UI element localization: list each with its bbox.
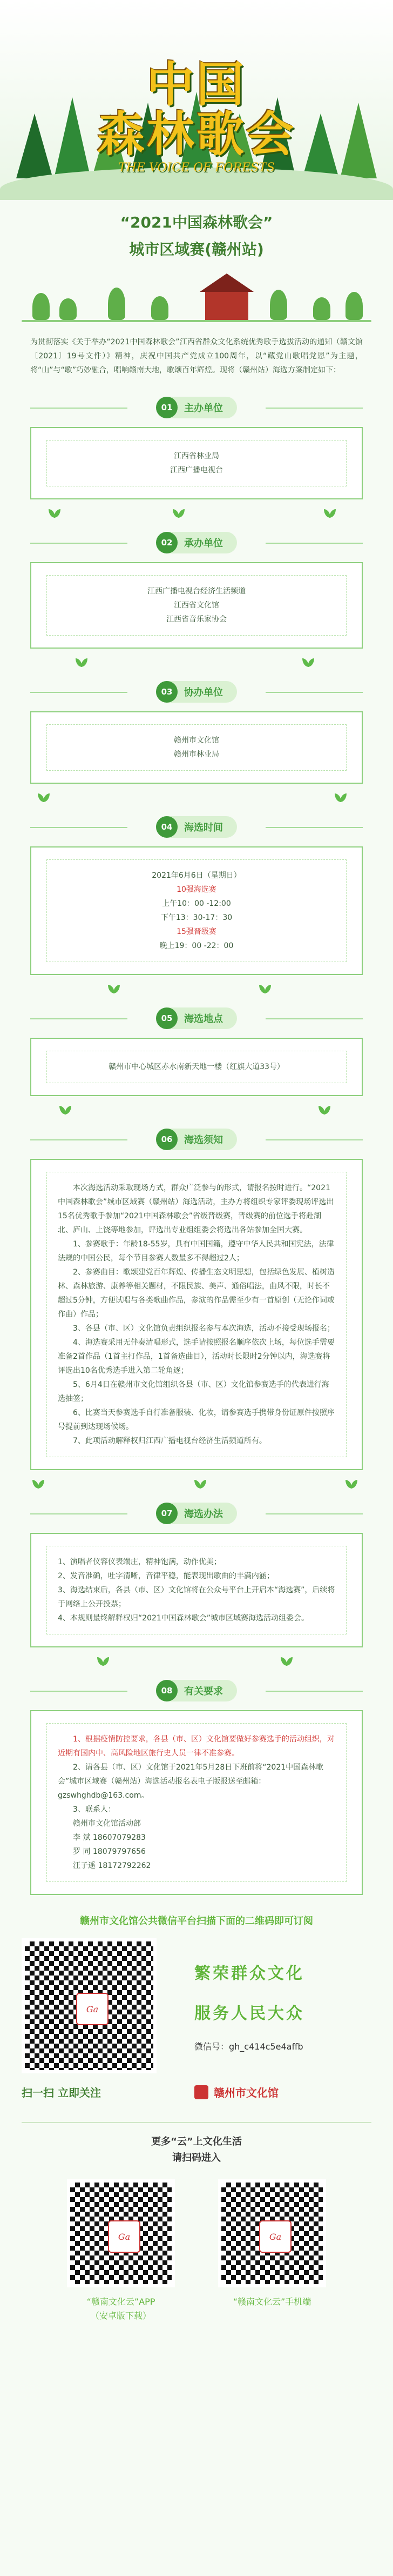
section-line [30,1018,127,1019]
sprout-icon [173,509,185,522]
org-line: 江西省音乐家协会 [166,615,227,624]
section-undertaker [0,532,393,649]
slogan-2: 服务人民大众 [194,2004,304,2023]
event-place: 赣州市中心城区赤水南新天地一楼（红旗大道33号） [109,1063,284,1071]
wechat-id: 微信号：gh_c414c5e4affb [194,2041,303,2052]
section-heading [156,1129,237,1150]
sprout-decoration [0,649,393,681]
notice-paragraph: 7、此项活动解释权归江西广播电视台经济生活频道所有。 [73,1437,267,1445]
section-method [0,1503,393,1647]
section-line [266,1513,363,1514]
section-heading [156,1680,237,1701]
sprout-icon [59,1106,71,1119]
contact-line: 汪子遥 18172792262 [73,1861,151,1870]
section-number: 07 [156,1503,178,1524]
bush-icon [270,290,287,320]
section-number: 02 [156,532,178,553]
section-line [30,1691,127,1692]
bush-icon [32,293,50,320]
section-number: 01 [156,397,178,418]
sprout-icon [32,1480,44,1493]
section-line [266,543,363,544]
bush-icon [108,288,125,320]
sprout-icon [38,793,50,806]
section-location [0,1007,393,1096]
app-qr-code[interactable] [67,2179,175,2287]
village-decoration [0,270,393,330]
section-time [0,816,393,975]
round-1-name: 10强海选赛 [177,885,216,894]
contact-line: 李 斌 18607079283 [73,1833,146,1842]
section-heading [156,681,237,703]
section-co-organizer [0,681,393,784]
section-number: 08 [156,1680,178,1701]
section-title: 协办单位 [184,687,223,698]
section-line [266,1691,363,1692]
section-title: 承办单位 [184,538,223,549]
sprout-icon [97,1657,109,1670]
logo-line-1: 中国 [146,56,246,112]
contact-dept: 赣州市文化馆活动部 [73,1819,141,1828]
requirement-item: 3、联系人： [73,1805,116,1814]
section-box [30,711,363,784]
sprout-icon [302,658,314,671]
sprout-icon [345,1480,357,1493]
notice-paragraph: 6、比赛当天参赛选手自行准备服装、化妆，请参赛选手携带身份证原件按照序号提前到达现场候场。 [58,1409,335,1431]
section-title: 有关要求 [184,1686,223,1697]
sprout-decoration [0,1096,393,1129]
brand-name: 赣州市文化馆 [214,2086,279,2099]
section-line [266,408,363,409]
notice-paragraph: 1、参赛歌手：年龄18-55岁，具有中国国籍，遵守中华人民共和国宪法，法律法规的中国公民，每个节目参赛人数最多不得超过2人； [58,1240,334,1263]
method-item: 3、海选结束后，各县（市、区）文化馆将在公众号平台上开启本“海选赛”，后续将于网络上公开投票； [58,1586,335,1609]
section-number: 05 [156,1007,178,1029]
section-line [30,543,127,544]
org-line: 江西广播电视台经济生活频道 [147,587,246,596]
section-box [30,427,363,499]
bush-icon [151,296,168,320]
scan-caption: 扫一扫 立即关注 [22,2086,101,2099]
brand-logo [194,2084,279,2100]
org-line: 江西广播电视台 [170,466,223,475]
sprout-icon [194,1480,206,1493]
section-title: 海选办法 [184,1509,223,1520]
section-box [30,562,363,649]
notice-paragraph: 4、海选赛采用无伴奏清唱形式，选手请按照报名顺序依次上场，每位选手需要准备2首作品（1首主打作品，1首备选曲目），活动时长限时2分钟以内，海选赛将评选出10名优秀选手进入第二轮角逐； [58,1338,335,1375]
brand-mark-icon [194,2085,208,2099]
section-box [30,846,363,975]
section-title: 主办单位 [184,403,223,414]
evening-time: 晚上19：00 -22：00 [159,942,234,950]
section-heading [156,816,237,838]
mobile-qr-code[interactable] [218,2179,326,2287]
section-box [30,1159,363,1470]
app-label [67,2295,175,2323]
slogan-1: 繁荣群众文化 [194,1964,304,1983]
cloud-promo [0,2134,393,2166]
sprout-icon [49,509,60,522]
section-line [30,692,127,693]
qr-area [22,1938,371,2111]
sprout-decoration [0,499,393,532]
sprout-icon [259,985,271,998]
org-line: 江西省文化馆 [174,601,219,610]
title-line-2: 城市区域赛(赣州站) [129,241,264,258]
round-2-name: 15强晋级赛 [177,927,216,936]
org-line: 赣州市林业局 [174,750,219,759]
footer-divider [22,2122,371,2123]
section-line [30,1139,127,1140]
section-heading [156,1007,237,1029]
contact-line: 罗 同 18079797656 [73,1847,146,1856]
section-notice [0,1129,393,1470]
subscribe-banner: 赣州市文化馆公共微信平台扫描下面的二维码即可订阅 [80,1916,313,1927]
logo-subtitle: THE VOICE OF FORESTS [118,161,275,175]
sprout-icon [324,509,336,522]
hero-banner [0,0,393,200]
org-line: 江西省林业局 [174,452,219,461]
app-download [67,2179,175,2323]
section-box [30,1533,363,1647]
section-number: 03 [156,681,178,703]
cloud-promo-line-2: 请扫码进入 [172,2152,221,2164]
section-number: 04 [156,816,178,838]
notice-paragraph: 本次海选活动采取现场方式，群众广泛参与的形式，请报名按时进行。“2021中国森林歌会”城市区域赛（赣州站）海选活动，主办方将组织专家评委现场评选出15名优秀歌手参加“2021中国森林歌会”省级晋级赛，晋级赛的前位选手将赴湖北、庐山、上饶等地参加，评选出专业组组委会将选出各站参加全国大赛。 [58,1184,334,1234]
section-line [266,827,363,828]
sprout-decoration [0,1647,393,1680]
sprout-icon [281,1657,293,1670]
tree-decoration [16,114,53,178]
bush-icon [345,292,363,320]
bush-icon [59,298,77,320]
app-label-line-2: （安卓版下载） [90,2311,151,2321]
afternoon-time: 下午13：30-17：30 [160,913,233,922]
ground-line [22,320,371,322]
section-line [30,827,127,828]
bush-icon [313,297,330,320]
sprout-icon [335,793,347,806]
sprout-icon [76,658,87,671]
method-item: 4、本规则最终解释权归“2021中国森林歌会”城市区域赛海选活动组委会。 [58,1614,309,1623]
section-line [30,1513,127,1514]
sprout-decoration [0,975,393,1007]
mobile-site [218,2179,326,2323]
section-heading [156,532,237,553]
app-qr-row [0,2179,393,2323]
section-heading [156,1503,237,1524]
qr-logo-icon: Ga [259,2220,292,2253]
section-line [266,1139,363,1140]
section-number: 06 [156,1129,178,1150]
qr-logo-icon: Ga [108,2220,140,2253]
requirement-item: 2、请各县（市、区）文化馆于2021年5月28日下班前将“2021中国森林歌会”城市区域赛（赣州站）海选活动报名表电子版报送至邮箱：gzswhghdb@163.com。 [58,1763,324,1800]
section-line [266,692,363,693]
sprout-decoration [0,1470,393,1503]
sprout-decoration [0,784,393,816]
section-line [266,1018,363,1019]
event-logo [81,56,312,175]
app-label-line-1: “赣南文化云”APP [86,2297,155,2307]
section-box [30,1710,363,1895]
method-item: 1、演唱者仪容仪表端庄，精神饱满，动作优美； [58,1558,221,1566]
section-box [30,1038,363,1096]
logo-line-2: 森林歌会 [97,106,296,162]
section-title: 海选须知 [184,1134,223,1146]
qr-logo-icon: Ga [76,1993,109,2025]
title-line-1: “2021中国森林歌会” [120,213,273,231]
wechat-qr-code[interactable] [22,1938,157,2073]
sprout-icon [108,985,120,998]
event-date: 2021年6月6日（星期日） [152,871,241,880]
section-organizer [0,397,393,499]
notice-paragraph: 5、6月4日在赣州市文化馆组织各县（市、区）文化馆参赛选手的代表进行海选抽签； [58,1380,329,1403]
morning-time: 上午10：00 -12:00 [162,899,231,908]
notice-paragraph: 3、各县（市、区）文化馆负责组织报名参与本次海选，活动不接受现场报名； [73,1324,335,1333]
house-icon [205,292,248,320]
org-line: 赣州市文化馆 [174,736,219,745]
requirement-item: 1、根据疫情防控要求，各县（市、区）文化馆要做好参赛选手的活动组织，对近期有国内中、高风险地区旅行史人员一律不准参赛。 [58,1735,335,1758]
section-heading [156,397,237,418]
page-title [0,211,393,259]
section-title: 海选时间 [184,822,223,833]
notice-paragraph: 2、参赛曲目：歌颂建党百年辉煌、传播生态文明思想，包括绿色发展、植树造林、森林旅游、康养等相关题材，不限民族、美声、通俗唱法，曲风不限，时长不超过5分钟，方便试唱与各类歌曲作品，参演的作品需至少有一首原创（无论作词或作曲）作品； [58,1268,335,1319]
section-line [30,408,127,409]
cloud-promo-line-1: 更多“云”上文化生活 [151,2136,242,2147]
mobile-label: “赣南文化云”手机端 [233,2297,311,2307]
intro-paragraph: 为贯彻落实《关于举办“2021中国森林歌会”江西省群众文化系统优秀歌手选拔活动的通知（赣文馆〔2021〕19号文件）》精神，庆祝中国共产党成立100周年，以“藏党山歌唱党恩”为主题，将“山”与“歌”巧妙融合，唱响赣南大地，歌颂百年辉煌。现将（赣州站）海选方案制定如下： [30,338,363,375]
section-title: 海选地点 [184,1013,223,1025]
sprout-icon [319,1106,330,1119]
tree-decoration [340,103,377,178]
section-requirements [0,1680,393,1895]
method-item: 2、发音准确，吐字清晰，音律平稳，能表现出歌曲的丰满内涵； [58,1572,274,1580]
